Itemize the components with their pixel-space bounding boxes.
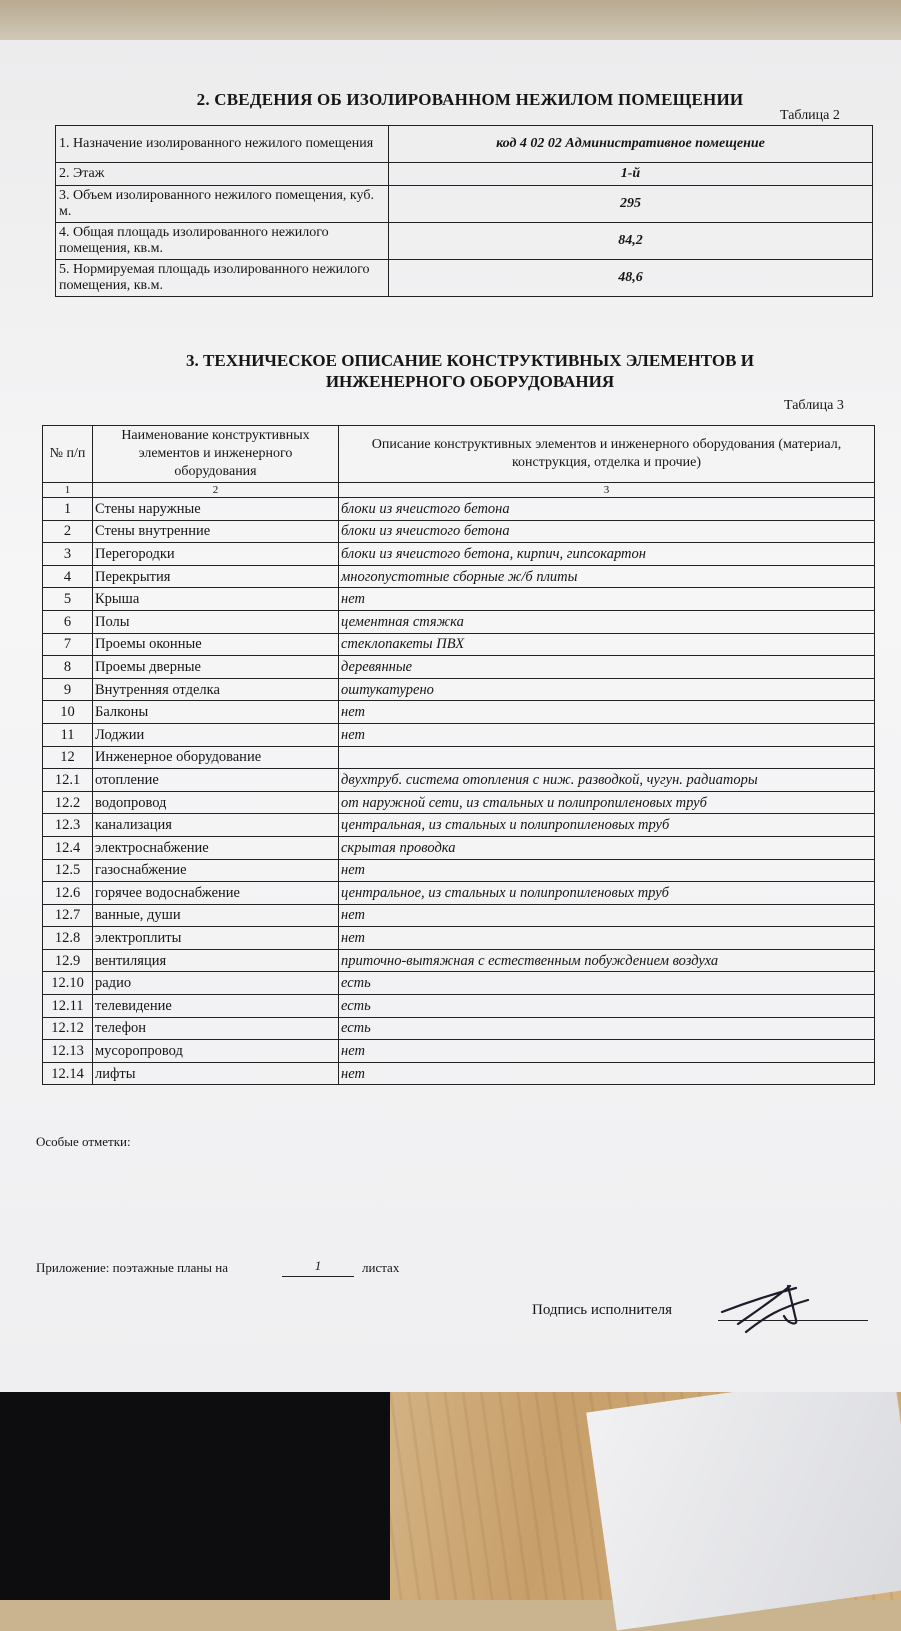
table3-name: вентиляция [93, 949, 339, 972]
table3-name: Перекрытия [93, 565, 339, 588]
table3-desc: есть [339, 995, 875, 1018]
table2-label: 1. Назначение изолированного нежилого помещения [56, 126, 389, 163]
table3-desc: приточно-вытяжная с естественным побуждением воздуха [339, 949, 875, 972]
column-number: 2 [93, 483, 339, 498]
table3-desc: стеклопакеты ПВХ [339, 633, 875, 656]
table3-row [43, 520, 875, 543]
table3-num: 10 [43, 701, 93, 724]
table3-row [43, 1062, 875, 1085]
table2-label: 3. Объем изолированного нежилого помещения, куб. м. [56, 186, 389, 223]
table2-caption: Таблица 2 [780, 108, 840, 123]
table3-num: 2 [43, 520, 93, 543]
table3-name: Инженерное оборудование [93, 746, 339, 769]
table3-name: электроснабжение [93, 836, 339, 859]
table3-desc: нет [339, 723, 875, 746]
table2-value: 84,2 [389, 223, 873, 260]
table3-num: 5 [43, 588, 93, 611]
header-desc: Описание конструктивных элементов и инженерного оборудования (материал, конструкция, отделка и прочие) [339, 426, 875, 483]
table3-name: Стены наружные [93, 498, 339, 521]
table2-row [56, 126, 873, 163]
table3-num: 4 [43, 565, 93, 588]
table3-num: 12 [43, 746, 93, 769]
table3-desc: двухтруб. система отопления с ниж. разводкой, чугун. радиаторы [339, 769, 875, 792]
table3-num: 12.1 [43, 769, 93, 792]
table2-row [56, 223, 873, 260]
table3-row [43, 633, 875, 656]
table2-row [56, 163, 873, 186]
table3-name: горячее водоснабжение [93, 882, 339, 905]
table2-value: 48,6 [389, 260, 873, 297]
table3-row [43, 882, 875, 905]
table3-desc: нет [339, 588, 875, 611]
table3-num: 12.3 [43, 814, 93, 837]
document-sheet [0, 40, 901, 1392]
table3-num: 12.4 [43, 836, 93, 859]
table3-name: телевидение [93, 995, 339, 1018]
column-number: 1 [43, 483, 93, 498]
table3-desc: есть [339, 972, 875, 995]
table3-row [43, 723, 875, 746]
attachment-suffix: листах [362, 1260, 400, 1275]
table3-desc: нет [339, 927, 875, 950]
special-notes-label: Особые отметки: [36, 1134, 131, 1149]
table3-name: канализация [93, 814, 339, 837]
table3-num: 12.7 [43, 904, 93, 927]
section2-heading: 2. СВЕДЕНИЯ ОБ ИЗОЛИРОВАННОМ НЕЖИЛОМ ПОМЕЩЕНИИ [196, 90, 744, 109]
table3-num: 12.6 [43, 882, 93, 905]
table3-name: Внутренняя отделка [93, 678, 339, 701]
table3-row [43, 949, 875, 972]
table3-name: электроплиты [93, 927, 339, 950]
header-name: Наименование конструктивных элементов и инженерного оборудования [93, 426, 339, 483]
table3-name: Балконы [93, 701, 339, 724]
signature-mark [718, 1280, 818, 1340]
table3-num: 8 [43, 656, 93, 679]
table2-row [56, 260, 873, 297]
table3-desc: нет [339, 1040, 875, 1063]
column-number: 3 [339, 483, 875, 498]
attachment-label: Приложение: поэтажные планы на [36, 1260, 229, 1275]
table3-desc: центральная, из стальных и полипропиленовых труб [339, 814, 875, 837]
table3-num: 12.10 [43, 972, 93, 995]
signature-label: Подпись исполнителя [532, 1302, 672, 1318]
table3-row [43, 836, 875, 859]
table3-row [43, 995, 875, 1018]
table3-name: Стены внутренние [93, 520, 339, 543]
table3-row [43, 656, 875, 679]
table3-num: 12.11 [43, 995, 93, 1018]
table3-desc: скрытая проводка [339, 836, 875, 859]
table3-name: радио [93, 972, 339, 995]
table3-name: ванные, души [93, 904, 339, 927]
table3-desc [339, 746, 875, 769]
table3-num: 9 [43, 678, 93, 701]
table3-desc: от наружной сети, из стальных и полипропиленовых труб [339, 791, 875, 814]
table3-desc: многопустотные сборные ж/б плиты [339, 565, 875, 588]
table3-desc: цементная стяжка [339, 610, 875, 633]
table3-row [43, 904, 875, 927]
table3-name: лифты [93, 1062, 339, 1085]
section3-heading: 3. ТЕХНИЧЕСКОЕ ОПИСАНИЕ КОНСТРУКТИВНЫХ ЭЛЕМЕНТОВ И ИНЖЕНЕРНОГО ОБОРУДОВАНИЯ [186, 351, 754, 391]
table3-desc: есть [339, 1017, 875, 1040]
table3-num: 1 [43, 498, 93, 521]
table3-num: 12.8 [43, 927, 93, 950]
table3-name: телефон [93, 1017, 339, 1040]
table3-name: Проемы дверные [93, 656, 339, 679]
table3-desc: оштукатурено [339, 678, 875, 701]
table3-num: 12.12 [43, 1017, 93, 1040]
table3-num: 3 [43, 543, 93, 566]
table3-num: 12.2 [43, 791, 93, 814]
table3-desc: блоки из ячеистого бетона [339, 498, 875, 521]
table2-row [56, 186, 873, 223]
header-num: № п/п [43, 426, 93, 483]
table2-value: код 4 02 02 Административное помещение [389, 126, 873, 163]
table3-row [43, 1040, 875, 1063]
table3-name: мусоропровод [93, 1040, 339, 1063]
table3-row [43, 927, 875, 950]
table3-row [43, 1017, 875, 1040]
table3-name: газоснабжение [93, 859, 339, 882]
table3-row [43, 746, 875, 769]
table2 [55, 125, 873, 297]
papers-underneath [586, 1369, 901, 1630]
table3-desc: блоки из ячеистого бетона [339, 520, 875, 543]
table3-num: 12.13 [43, 1040, 93, 1063]
table3-name: отопление [93, 769, 339, 792]
table3-desc: деревянные [339, 656, 875, 679]
table2-label: 5. Нормируемая площадь изолированного нежилого помещения, кв.м. [56, 260, 389, 297]
table3-row [43, 498, 875, 521]
table3-num: 12.14 [43, 1062, 93, 1085]
table3-row [43, 791, 875, 814]
table3-desc: нет [339, 859, 875, 882]
table3-row [43, 972, 875, 995]
table3-num: 7 [43, 633, 93, 656]
table3-name: водопровод [93, 791, 339, 814]
table3-name: Лоджии [93, 723, 339, 746]
table3-desc: блоки из ячеистого бетона, кирпич, гипсокартон [339, 543, 875, 566]
table3-name: Перегородки [93, 543, 339, 566]
table3-row [43, 701, 875, 724]
table3-desc: нет [339, 1062, 875, 1085]
table3-num: 11 [43, 723, 93, 746]
table3-row [43, 859, 875, 882]
attachment-count: 1 [314, 1258, 322, 1273]
table3-name: Крыша [93, 588, 339, 611]
table3-row [43, 769, 875, 792]
table2-value: 1-й [389, 163, 873, 186]
table3-row [43, 814, 875, 837]
table3-num: 12.9 [43, 949, 93, 972]
table3-desc: нет [339, 701, 875, 724]
table3-name: Проемы оконные [93, 633, 339, 656]
table3-row [43, 543, 875, 566]
table3-row [43, 610, 875, 633]
table3-row [43, 565, 875, 588]
table3-desc: нет [339, 904, 875, 927]
table3-row [43, 678, 875, 701]
table3-num: 12.5 [43, 859, 93, 882]
dark-object [0, 1385, 390, 1600]
table2-label: 4. Общая площадь изолированного нежилого помещения, кв.м. [56, 223, 389, 260]
table3-num: 6 [43, 610, 93, 633]
table3-caption: Таблица 3 [784, 398, 844, 413]
table3-row [43, 588, 875, 611]
table2-value: 295 [389, 186, 873, 223]
table2-label: 2. Этаж [56, 163, 389, 186]
table3-name: Полы [93, 610, 339, 633]
table3 [42, 425, 875, 1085]
table3-desc: центральное, из стальных и полипропиленовых труб [339, 882, 875, 905]
